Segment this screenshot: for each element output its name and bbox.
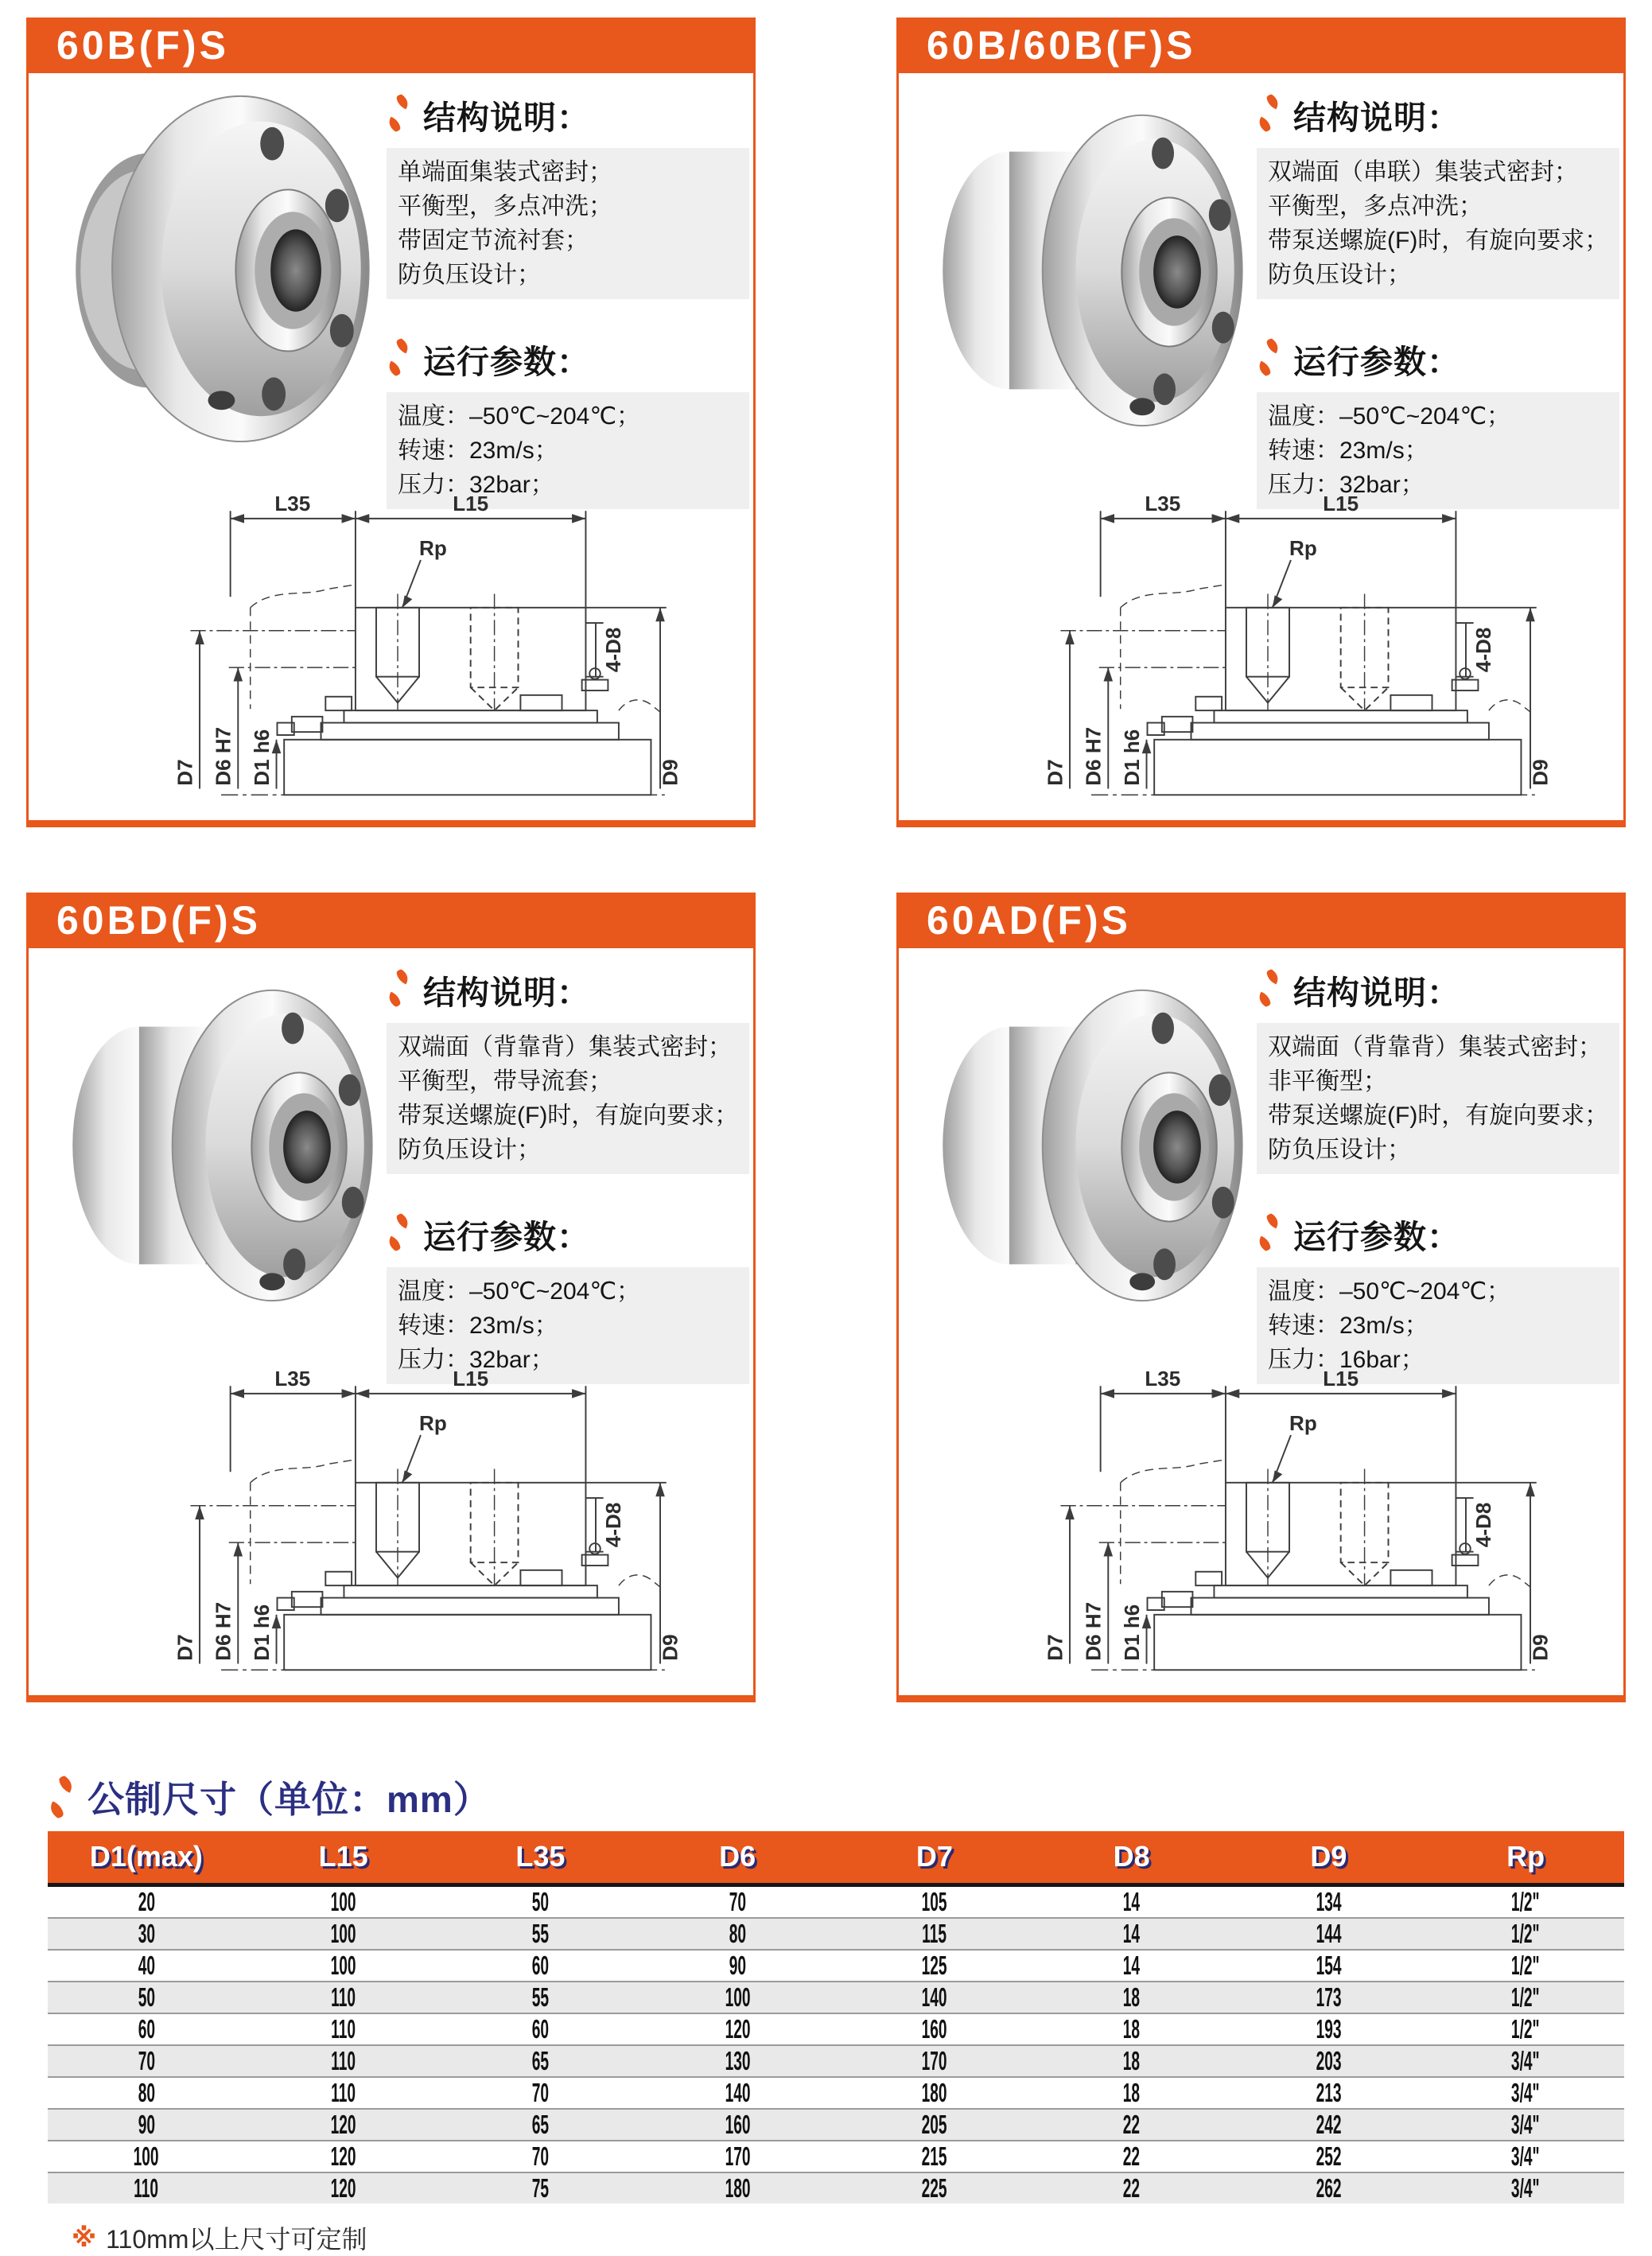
dim-label-d7: D7 (1043, 759, 1067, 786)
table-cell: 3/4" (1511, 2172, 1540, 2203)
param-line: 转速：23m/s； (398, 1313, 558, 1339)
table-cell: 30 (138, 1918, 155, 1948)
param-line: 压力：32bar； (398, 472, 554, 498)
table-cell: 22 (1122, 2109, 1141, 2139)
structure-description (387, 1023, 749, 1174)
structure-line: 平衡型，多点冲洗； (398, 193, 612, 220)
table-cell: 203 (1316, 2045, 1342, 2075)
structure-line: 防负压设计； (398, 262, 541, 288)
dim-label-d6: D6 H7 (211, 1601, 235, 1661)
structure-line: 双端面（背靠背）集装式密封； (398, 1034, 732, 1060)
structure-description (387, 148, 749, 299)
technical-drawing (961, 1353, 1575, 1692)
table-cell: 225 (921, 2172, 947, 2203)
table-cell: 110 (331, 1982, 356, 2012)
dimension-table (48, 1831, 1624, 2203)
structure-line: 带泵送螺旋(F)时，有旋向要求； (1268, 228, 1609, 254)
col-header-d8: D8 (1033, 1831, 1230, 1885)
structure-title: 结构说明： (1293, 99, 1460, 136)
structure-heading (1257, 91, 1619, 138)
flame-icon (1257, 337, 1281, 377)
table-cell: 160 (921, 2013, 947, 2044)
spec-column (387, 959, 749, 1384)
table-cell: 180 (725, 2172, 751, 2203)
table-cell: 110 (134, 2172, 159, 2203)
table-cell: 70 (531, 2141, 550, 2171)
structure-title: 结构说明： (423, 974, 590, 1011)
table-cell: 18 (1122, 1982, 1141, 2012)
structure-line: 平衡型，多点冲洗； (1268, 193, 1483, 220)
dim-label-l15: L15 (1323, 492, 1359, 516)
table-row (48, 1982, 1624, 2013)
footnote-mark: ※ (72, 2223, 97, 2252)
metric-dimensions-section (48, 1771, 1624, 2256)
col-header-rp: Rp (1427, 1831, 1624, 1885)
params-title: 运行参数： (1293, 344, 1460, 380)
product-code-header (26, 18, 756, 73)
flame-icon (1257, 968, 1281, 1008)
dim-label-4d8: 4-D8 (1471, 1502, 1495, 1548)
structure-line: 带泵送螺旋(F)时，有旋向要求； (398, 1103, 739, 1129)
table-cell: 14 (1122, 1886, 1141, 1916)
table-cell: 60 (531, 1950, 550, 1980)
table-row (48, 2013, 1624, 2045)
table-cell: 3/4" (1511, 2045, 1540, 2075)
table-cell: 115 (922, 1918, 947, 1948)
table-cell: 75 (531, 2172, 550, 2203)
spec-column (387, 84, 749, 509)
structure-line: 单端面集装式密封； (398, 159, 612, 185)
dim-label-d6: D6 H7 (1081, 1601, 1106, 1661)
table-cell: 120 (330, 2172, 356, 2203)
param-line: 温度：–50℃~204℃； (398, 1278, 641, 1305)
table-cell: 173 (1316, 1982, 1342, 2012)
param-line: 转速：23m/s； (398, 438, 558, 464)
table-cell: 50 (531, 1886, 550, 1916)
structure-line: 带泵送螺旋(F)时，有旋向要求； (1268, 1103, 1609, 1129)
param-line: 温度：–50℃~204℃； (1268, 1278, 1511, 1305)
table-cell: 120 (330, 2141, 356, 2171)
product-code-header (26, 893, 756, 948)
structure-heading (387, 967, 749, 1013)
table-cell: 100 (133, 2141, 159, 2171)
table-cell: 14 (1122, 1918, 1141, 1948)
col-header-d7: D7 (836, 1831, 1033, 1885)
spec-column (1257, 959, 1619, 1384)
structure-line: 带固定节流衬套； (398, 228, 589, 254)
table-cell: 70 (138, 2045, 155, 2075)
table-cell: 55 (531, 1982, 550, 2012)
product-photo (35, 80, 389, 453)
dim-label-d7: D7 (173, 759, 197, 786)
technical-drawing (91, 478, 705, 817)
table-cell: 100 (330, 1918, 356, 1948)
table-row (48, 2109, 1624, 2141)
technical-drawing (91, 1353, 705, 1692)
dim-label-l15: L15 (453, 1367, 489, 1391)
table-cell: 1/2" (1511, 1950, 1540, 1980)
param-line: 转速：23m/s； (1268, 438, 1428, 464)
dim-label-d1: D1 h6 (249, 729, 274, 786)
params-title: 运行参数： (423, 344, 590, 380)
table-cell: 1/2" (1511, 1886, 1540, 1916)
table-cell: 1/2" (1511, 1982, 1540, 2012)
dim-label-d1: D1 h6 (1119, 729, 1144, 786)
product-panel-60b-60bfs (896, 18, 1626, 827)
dim-label-d1: D1 h6 (249, 1604, 274, 1661)
table-cell: 160 (725, 2109, 751, 2139)
table-cell: 120 (725, 2013, 751, 2044)
table-cell: 134 (1316, 1886, 1342, 1916)
table-cell: 18 (1122, 2045, 1141, 2075)
dim-label-rp: Rp (419, 1411, 447, 1436)
table-cell: 140 (725, 2077, 751, 2107)
table-cell: 90 (729, 1950, 746, 1980)
dim-label-4d8: 4-D8 (601, 1502, 625, 1548)
params-title: 运行参数： (423, 1219, 590, 1255)
dim-label-l15: L15 (1323, 1367, 1359, 1391)
dim-label-d9: D9 (658, 759, 682, 786)
table-title-row (48, 1771, 1624, 1823)
flame-icon (387, 968, 410, 1008)
structure-title: 结构说明： (1293, 974, 1460, 1011)
params-title: 运行参数： (1293, 1219, 1460, 1255)
table-cell: 18 (1122, 2077, 1141, 2107)
flame-icon (1257, 93, 1281, 133)
table-cell: 80 (729, 1918, 746, 1948)
table-cell: 65 (531, 2045, 550, 2075)
table-cell: 90 (138, 2109, 155, 2139)
table-cell: 80 (138, 2077, 155, 2107)
table-footnote (72, 2219, 1624, 2256)
dim-label-d6: D6 H7 (1081, 726, 1106, 786)
param-line: 温度：–50℃~204℃； (398, 403, 641, 430)
table-cell: 65 (531, 2109, 550, 2139)
table-cell: 193 (1316, 2013, 1342, 2044)
table-cell: 252 (1316, 2141, 1342, 2171)
dim-label-d1: D1 h6 (1119, 1604, 1144, 1661)
dim-label-d9: D9 (658, 1634, 682, 1661)
product-code: 60AD(F)S (927, 898, 1132, 943)
table-cell: 70 (729, 1886, 746, 1916)
structure-heading (1257, 967, 1619, 1013)
table-cell: 144 (1316, 1918, 1342, 1948)
table-cell: 154 (1316, 1950, 1342, 1980)
product-code-header (896, 893, 1626, 948)
structure-line: 防负压设计； (1268, 1137, 1411, 1163)
dim-label-d7: D7 (1043, 1634, 1067, 1661)
structure-description (1257, 148, 1619, 299)
dim-label-l35: L35 (274, 492, 311, 516)
flame-icon (387, 93, 410, 133)
table-cell: 215 (921, 2141, 947, 2171)
product-panel-60bfs (26, 18, 756, 827)
table-cell: 242 (1316, 2109, 1342, 2139)
table-row (48, 2141, 1624, 2172)
table-cell: 3/4" (1511, 2077, 1540, 2107)
params-heading (387, 1211, 749, 1258)
dim-label-rp: Rp (419, 536, 447, 561)
table-cell: 1/2" (1511, 2013, 1540, 2044)
table-cell: 60 (531, 2013, 550, 2044)
product-panel-60bdfs (26, 893, 756, 1702)
params-heading (1257, 336, 1619, 383)
table-cell: 18 (1122, 2013, 1141, 2044)
table-row (48, 1885, 1624, 1918)
table-cell: 120 (330, 2109, 356, 2139)
table-cell: 100 (330, 1950, 356, 1980)
table-cell: 3/4" (1511, 2141, 1540, 2171)
table-title: 公制尺寸（单位：mm） (87, 1779, 491, 1820)
dim-label-d6: D6 H7 (211, 726, 235, 786)
table-row (48, 2077, 1624, 2109)
flame-icon (1257, 1212, 1281, 1252)
structure-title: 结构说明： (423, 99, 590, 136)
table-cell: 110 (331, 2045, 356, 2075)
table-row (48, 2045, 1624, 2077)
product-panel-60adfs (896, 893, 1626, 1702)
table-cell: 60 (138, 2013, 155, 2044)
dim-label-rp: Rp (1289, 1411, 1317, 1436)
table-cell: 105 (921, 1886, 947, 1916)
structure-line: 非平衡型； (1268, 1068, 1387, 1095)
product-code: 60BD(F)S (56, 898, 262, 943)
dim-label-l35: L35 (1145, 492, 1181, 516)
dim-label-4d8: 4-D8 (601, 627, 625, 673)
structure-line: 防负压设计； (1268, 262, 1411, 288)
table-cell: 14 (1122, 1950, 1141, 1980)
structure-heading (387, 91, 749, 138)
table-cell: 55 (531, 1918, 550, 1948)
product-code-header (896, 18, 1626, 73)
table-cell: 140 (921, 1982, 947, 2012)
table-row (48, 1950, 1624, 1982)
table-cell: 3/4" (1511, 2109, 1540, 2139)
structure-line: 防负压设计； (398, 1137, 541, 1163)
table-cell: 262 (1316, 2172, 1342, 2203)
structure-line: 平衡型，带导流套； (398, 1068, 612, 1095)
col-header-d9: D9 (1230, 1831, 1428, 1885)
dim-label-l15: L15 (453, 492, 489, 516)
table-cell: 125 (921, 1950, 947, 1980)
dim-label-l35: L35 (1145, 1367, 1181, 1391)
table-cell: 40 (138, 1950, 155, 1980)
table-cell: 22 (1122, 2141, 1141, 2171)
table-cell: 130 (725, 2045, 751, 2075)
dim-label-rp: Rp (1289, 536, 1317, 561)
param-line: 压力：32bar； (1268, 472, 1425, 498)
table-cell: 70 (531, 2077, 550, 2107)
table-cell: 20 (138, 1886, 155, 1916)
param-line: 转速：23m/s； (1268, 1313, 1428, 1339)
col-header-l15: L15 (245, 1831, 442, 1885)
structure-line: 双端面（背靠背）集装式密封； (1268, 1034, 1602, 1060)
table-cell: 205 (921, 2109, 947, 2139)
table-cell: 110 (331, 2077, 356, 2107)
product-code: 60B/60B(F)S (927, 23, 1196, 68)
table-cell: 50 (138, 1982, 155, 2012)
table-cell: 100 (330, 1886, 356, 1916)
structure-description (1257, 1023, 1619, 1174)
structure-line: 双端面（串联）集装式密封； (1268, 159, 1578, 185)
dim-label-4d8: 4-D8 (1471, 627, 1495, 673)
table-cell: 213 (1316, 2077, 1342, 2107)
param-line: 压力：16bar； (1268, 1347, 1425, 1373)
technical-drawing (961, 478, 1575, 817)
table-cell: 1/2" (1511, 1918, 1540, 1948)
product-photo (905, 955, 1259, 1328)
param-line: 温度：–50℃~204℃； (1268, 403, 1511, 430)
flame-icon (48, 1775, 75, 1819)
footnote-text: 110mm以上尺寸可定制 (106, 2224, 367, 2254)
col-header-d1max: D1(max) (48, 1831, 245, 1885)
table-cell: 180 (921, 2077, 947, 2107)
table-row (48, 2172, 1624, 2203)
table-cell: 110 (331, 2013, 356, 2044)
table-header-row (48, 1831, 1624, 1885)
table-cell: 170 (921, 2045, 947, 2075)
dim-label-d7: D7 (173, 1634, 197, 1661)
params-heading (1257, 1211, 1619, 1258)
table-cell: 100 (725, 1982, 751, 2012)
product-photo (35, 955, 389, 1328)
dim-label-l35: L35 (274, 1367, 311, 1391)
col-header-d6: D6 (639, 1831, 836, 1885)
flame-icon (387, 337, 410, 377)
params-heading (387, 336, 749, 383)
product-photo (905, 80, 1259, 453)
dim-label-d9: D9 (1528, 1634, 1553, 1661)
spec-column (1257, 84, 1619, 509)
flame-icon (387, 1212, 410, 1252)
product-code: 60B(F)S (56, 23, 229, 68)
param-line: 压力：32bar； (398, 1347, 554, 1373)
table-cell: 170 (725, 2141, 751, 2171)
col-header-l35: L35 (442, 1831, 639, 1885)
dim-label-d9: D9 (1528, 759, 1553, 786)
table-row (48, 1918, 1624, 1950)
table-cell: 22 (1122, 2172, 1141, 2203)
